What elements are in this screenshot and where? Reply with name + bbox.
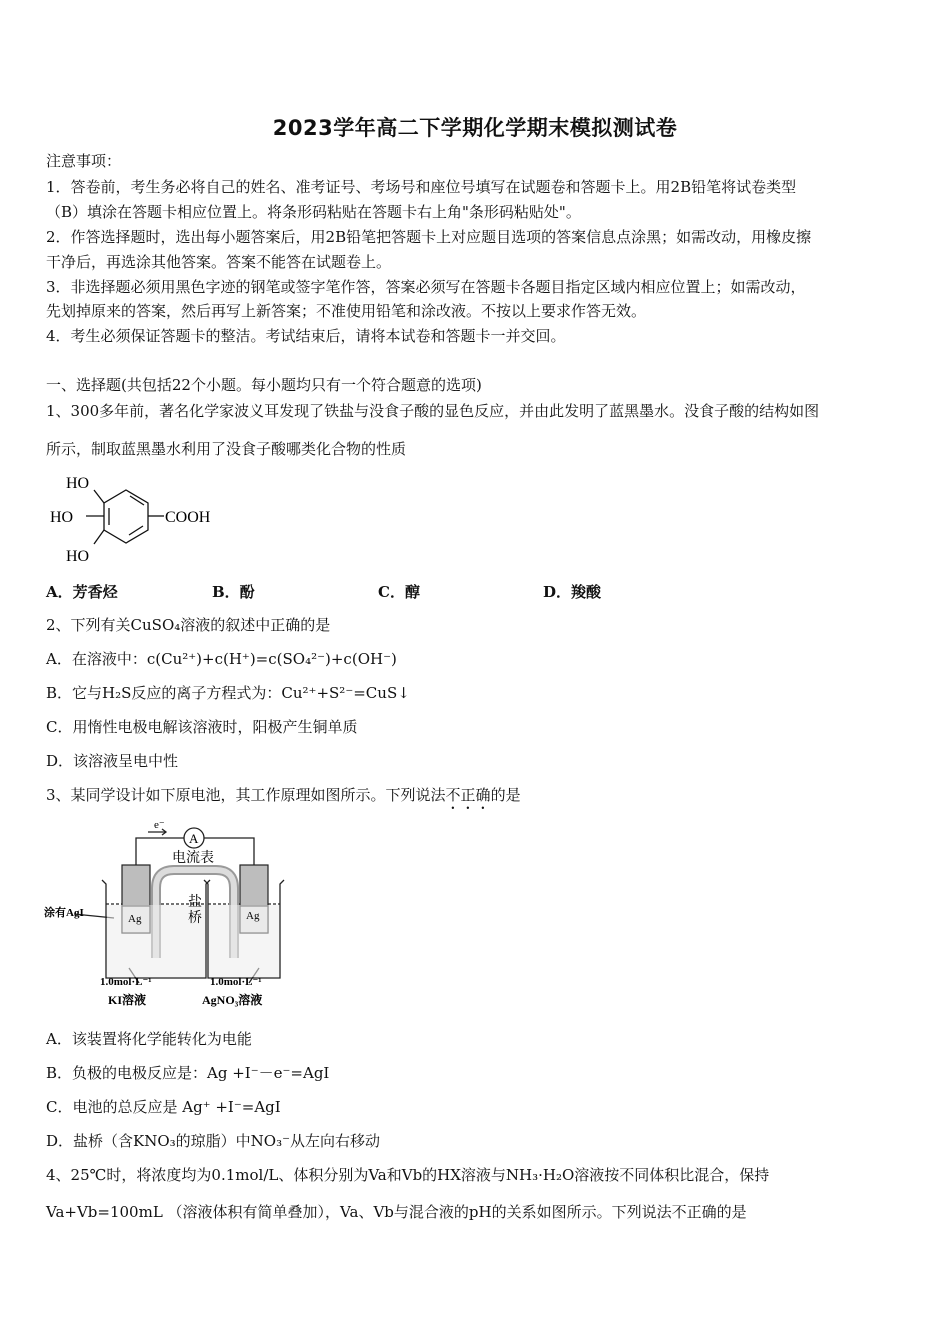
ho-label-bottom: HO [66, 548, 90, 565]
question-4-stem: 4、25℃时，将浓度均为0.1mol/L、体积分别为Va和Vb的HX溶液与NH₃·H₂O溶液按不同体积比混合，保持 [46, 1166, 770, 1184]
question-1-option-c: C．醇 [378, 583, 420, 601]
question-3-stem-end: 的是 [490, 786, 521, 804]
notice-line: 4．考生必须保证答题卡的整洁。考试结束后，请将本试卷和答题卡一并交回。 [46, 327, 566, 345]
salt-bridge-label-2: 桥 [188, 911, 202, 926]
question-1-stem: 1、300多年前，著名化学家波义耳发现了铁盐与没食子酸的显色反应，并由此发明了蓝黑墨水。没食子酸的结构如图 [46, 402, 820, 420]
question-1-stem-cont: 所示，制取蓝黑墨水利用了没食子酸哪类化合物的性质 [46, 440, 407, 458]
question-3-option-b: B．负极的电极反应是：Ag +I⁻－e⁻=AgI [46, 1064, 330, 1082]
question-1-option-d: D．羧酸 [543, 583, 602, 601]
question-1-option-a: A．芳香烃 [46, 583, 118, 601]
ho-label-middle: HO [50, 509, 74, 526]
left-solution: KI溶液 [108, 993, 147, 1007]
notice-line: 1．答卷前，考生务必将自己的姓名、准考证号、考场号和座位号填写在试题卷和答题卡上。用2B铅笔将试卷类型 [46, 178, 797, 196]
right-solution: AgNO₃溶液 [202, 993, 263, 1007]
exam-title: 2023学年高二下学期化学期末模拟测试卷 [272, 116, 678, 140]
salt-bridge-label-1: 盐 [188, 895, 202, 910]
question-2-stem: 2、下列有关CuSO₄溶液的叙述中正确的是 [46, 616, 331, 634]
ammeter-label: 电流表 [172, 851, 214, 866]
question-4-stem-cont: Va+Vb=100mL （溶液体积有简单叠加），Va、Vb与混合液的pH的关系如图所示。下列说法不正确的是 [46, 1203, 747, 1221]
notice-line: 2．作答选择题时，选出每小题答案后，用2B铅笔把答题卡上对应题目选项的答案信息点涂黑；如需改动，用橡皮擦 [46, 228, 812, 246]
notice-line: 干净后，再选涂其他答案。答案不能答在试题卷上。 [46, 253, 392, 271]
question-3-option-c: C．电池的总反应是 Ag⁺ +I⁻=AgI [46, 1098, 281, 1116]
galvanic-cell-diagram [44, 818, 294, 1016]
question-3-emphasis: 不正确 [445, 786, 491, 804]
left-electrode-label: Ag [128, 913, 142, 925]
question-2-option-c: C．用惰性电极电解该溶液时，阳极产生铜单质 [46, 718, 358, 736]
cooh-label: COOH [165, 509, 211, 526]
ho-label-top: HO [66, 475, 90, 492]
question-3-option-d: D．盐桥（含KNO₃的琼脂）中NO₃⁻从左向右移动 [46, 1132, 381, 1150]
question-1-option-b: B．酚 [212, 583, 255, 601]
ammeter-symbol: A [189, 831, 199, 846]
gallic-acid-structure [46, 468, 236, 573]
right-concentration: 1.0mol·L⁻¹ [210, 976, 262, 988]
electron-label: e⁻ [154, 819, 165, 831]
section-heading: 一、选择题(共包括22个小题。每小题均只有一个符合题意的选项) [46, 376, 482, 394]
question-2-option-a: A．在溶液中：c(Cu²⁺)+c(H⁺)=c(SO₄²⁻)+c(OH⁻) [46, 650, 397, 668]
notice-heading: 注意事项： [46, 152, 122, 170]
question-3-stem-text: 3、某同学设计如下原电池，其工作原理如图所示。下列说法 [46, 786, 446, 804]
question-2-option-d: D．该溶液呈电中性 [46, 752, 179, 770]
question-2-option-b: B．它与H₂S反应的离子方程式为：Cu²⁺+S²⁻=CuS↓ [46, 684, 410, 702]
right-electrode-label: Ag [246, 910, 260, 922]
question-3-option-a: A．该装置将化学能转化为电能 [46, 1030, 252, 1048]
left-concentration: 1.0mol·L⁻¹ [100, 976, 152, 988]
notice-line: 先划掉原来的答案，然后再写上新答案；不准使用铅笔和涂改液。不按以上要求作答无效。 [46, 302, 647, 320]
notice-line: 3．非选择题必须用黑色字迹的钢笔或签字笔作答，答案必须写在答题卡各题目指定区域内相应位置上；如需改动， [46, 278, 806, 296]
notice-line: （B）填涂在答题卡相应位置上。将条形码粘贴在答题卡右上角"条形码粘贴处"。 [46, 203, 581, 221]
question-3-stem [46, 785, 521, 813]
coating-label: 涂有AgI [44, 907, 84, 919]
